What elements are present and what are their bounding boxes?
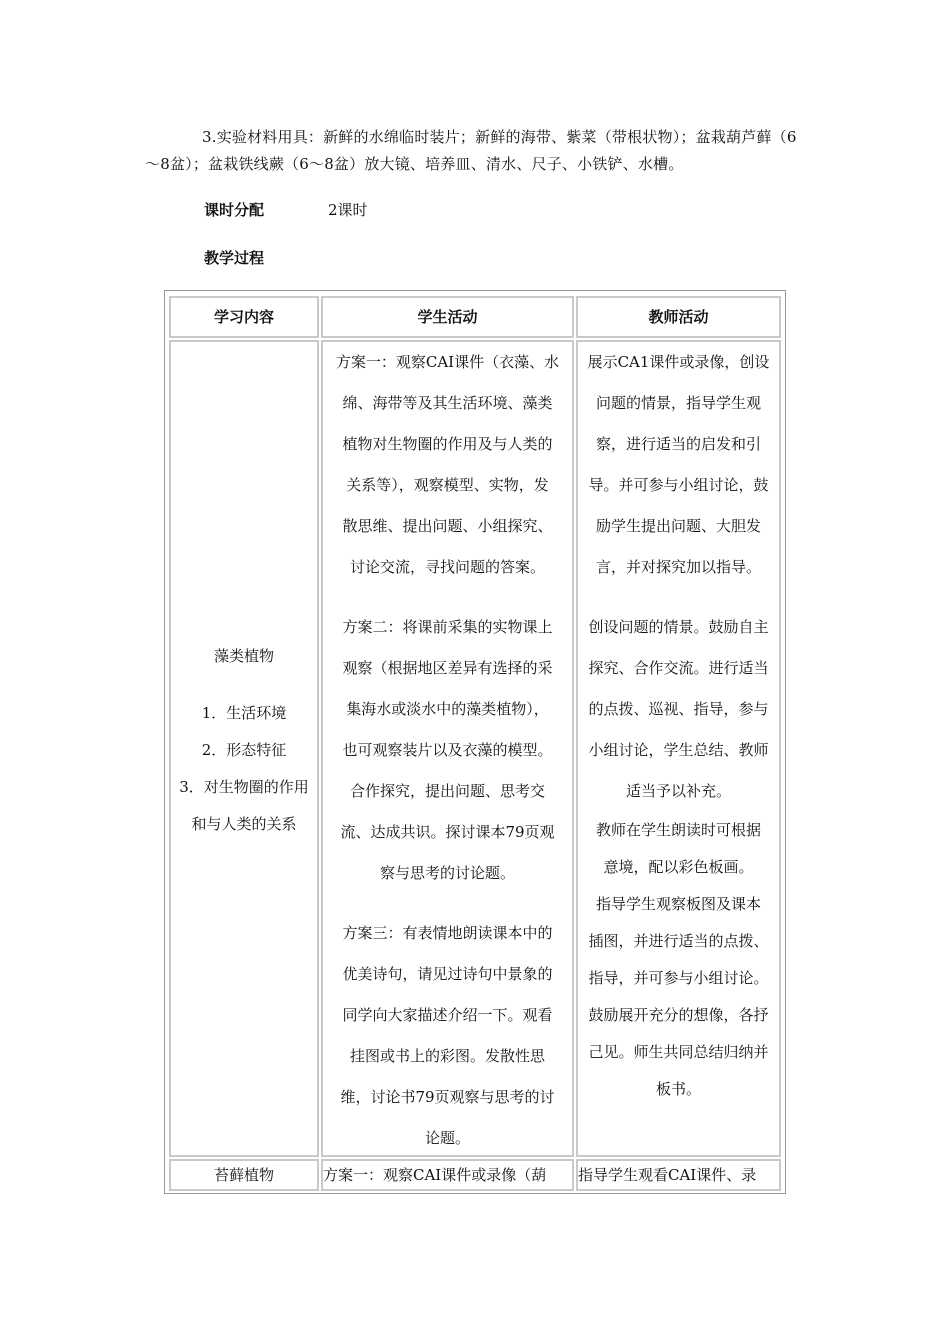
student-plan-1 xyxy=(323,342,572,588)
schedule-label: 课时分配 xyxy=(204,201,265,219)
text-line: 小组讨论，学生总结、教师 xyxy=(588,741,769,759)
content-title-algae: 藻类植物 xyxy=(213,647,274,665)
text-line: 绵、海带等及其生活环境、藻类 xyxy=(342,394,553,412)
text-line: 方案三：有表情地朗读课本中的 xyxy=(342,924,553,942)
text-line: 论题。 xyxy=(424,1129,470,1147)
text-line: 展示CA1课件或录像，创设 xyxy=(587,353,770,371)
teacher-plan-1 xyxy=(578,342,779,588)
text-line: 己见。师生共同总结归纳并 xyxy=(588,1043,769,1061)
content-algae xyxy=(171,638,317,843)
text-line: 指导学生观察板图及课本 xyxy=(595,895,761,913)
text-line: 方案二：将课前采集的实物课上 xyxy=(342,618,553,636)
teacher-cell-moss: 指导学生观看CAI课件、录 xyxy=(576,1159,781,1191)
text-line: 意境，配以彩色板画。 xyxy=(603,858,754,876)
text-line: 励学生提出问题、大胆发 xyxy=(595,517,761,535)
text-line: 同学向大家描述介绍一下。观看 xyxy=(342,1006,553,1024)
text-line: 插图，并进行适当的点拨、 xyxy=(588,932,769,950)
text-line: 言，并对探究加以指导。 xyxy=(595,558,761,576)
content-item: 3．对生物圈的作用 xyxy=(179,778,309,796)
content-cell-moss: 苔藓植物 xyxy=(169,1159,319,1191)
schedule-value: 2课时 xyxy=(328,201,368,219)
text-line: 优美诗句，请见过诗句中景象的 xyxy=(342,965,553,983)
schedule-row xyxy=(204,199,368,220)
text-line: 鼓励展开充分的想像，各抒 xyxy=(588,1006,769,1024)
text-line: 教师在学生朗读时可根据 xyxy=(595,821,761,839)
text-line: 创设问题的情景。鼓励自主 xyxy=(588,618,769,636)
text-line: 合作探究，提出问题、思考交 xyxy=(349,782,545,800)
text-line: 关系等），观察模型、实物，发 xyxy=(346,476,549,494)
text-line: 问题的情景，指导学生观 xyxy=(595,394,761,412)
header-teacher: 教师活动 xyxy=(576,296,781,338)
text-line: 讨论交流，寻找问题的答案。 xyxy=(349,558,545,576)
content-cell-algae xyxy=(169,340,319,1157)
text-line: 流、达成共识。探讨课本79页观 xyxy=(340,823,555,841)
teacher-plan-3 xyxy=(578,812,779,1108)
process-label: 教学过程 xyxy=(204,249,265,267)
student-plan-2 xyxy=(323,607,572,894)
student-cell-algae xyxy=(321,340,574,1157)
student-plan-3 xyxy=(323,913,572,1157)
text-line: 适当予以补充。 xyxy=(625,782,731,800)
text-line: 也可观察装片以及衣藻的模型。 xyxy=(342,741,553,759)
header-student: 学生活动 xyxy=(321,296,574,338)
text-line: 维，讨论书79页观察与思考的讨 xyxy=(340,1088,555,1106)
text-line: 探究、合作交流。进行适当 xyxy=(588,659,769,677)
header-content: 学习内容 xyxy=(169,296,319,338)
text-line: 集海水或淡水中的藻类植物）， xyxy=(346,700,549,718)
student-cell-moss: 方案一：观察CAI课件或录像（葫 xyxy=(321,1159,574,1191)
text-line: 板书。 xyxy=(655,1080,701,1098)
text-line: 植物对生物圈的作用及与人类的 xyxy=(342,435,553,453)
text-line: 方案一：观察CAI课件（衣藻、水 xyxy=(335,353,560,371)
text-line: 的点拨、巡视、指导，参与 xyxy=(588,700,769,718)
teacher-plan-2 xyxy=(578,607,779,812)
content-item: 1．生活环境 xyxy=(201,704,287,722)
text-line: 挂图或书上的彩图。发散性思 xyxy=(349,1047,545,1065)
text-line: 导。并可参与小组讨论，鼓 xyxy=(588,476,769,494)
materials-paragraph: 3.实验材料用具：新鲜的水绵临时装片；新鲜的海带、紫菜（带根状物）；盆栽葫芦藓（6～8盆）；盆栽铁线蕨（6～8盆）放大镜、培养皿、清水、尺子、小铁铲、水槽。 xyxy=(145,128,797,173)
text-line: 察，进行适当的启发和引 xyxy=(595,435,761,453)
content-item: 和与人类的关系 xyxy=(191,815,297,833)
teacher-cell-algae xyxy=(576,340,781,1157)
content-item: 2．形态特征 xyxy=(201,741,287,759)
text-line: 散思维、提出问题、小组探究、 xyxy=(342,517,553,535)
lesson-table xyxy=(164,290,786,1194)
text-line: 察与思考的讨论题。 xyxy=(379,864,515,882)
process-heading xyxy=(204,247,264,268)
text-line: 观察（根据地区差异有选择的采 xyxy=(342,659,553,677)
text-line: 指导，并可参与小组讨论。 xyxy=(588,969,769,987)
